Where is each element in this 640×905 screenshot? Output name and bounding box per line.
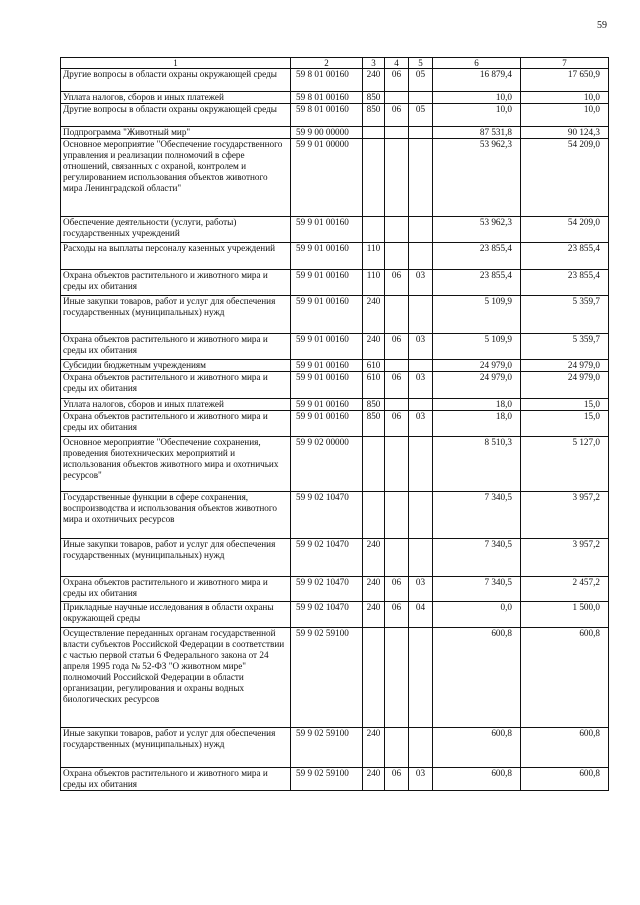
cell-code: 59 9 01 00160 bbox=[291, 334, 363, 360]
table-row bbox=[61, 492, 609, 539]
cell-code: 59 9 01 00160 bbox=[291, 217, 363, 243]
cell-vr bbox=[363, 217, 385, 243]
cell-year1: 16 879,4 bbox=[433, 69, 521, 92]
cell-pr bbox=[409, 728, 433, 768]
cell-vr: 240 bbox=[363, 602, 385, 628]
cell-rz: 06 bbox=[385, 577, 409, 602]
cell-vr bbox=[363, 139, 385, 217]
cell-year2: 15,0 bbox=[521, 399, 609, 411]
cell-name: Иные закупки товаров, работ и услуг для обеспечения государственных (муниципальных) нужд bbox=[61, 296, 291, 334]
cell-year2: 23 855,4 bbox=[521, 270, 609, 296]
cell-code: 59 8 01 00160 bbox=[291, 104, 363, 127]
cell-pr: 04 bbox=[409, 602, 433, 628]
cell-year2: 90 124,3 bbox=[521, 127, 609, 139]
table-row bbox=[61, 217, 609, 243]
cell-vr bbox=[363, 127, 385, 139]
cell-code: 59 9 02 00000 bbox=[291, 437, 363, 492]
cell-vr: 850 bbox=[363, 104, 385, 127]
cell-year2: 24 979,0 bbox=[521, 372, 609, 399]
cell-code: 59 9 02 59100 bbox=[291, 768, 363, 791]
cell-pr bbox=[409, 243, 433, 270]
cell-year2: 17 650,9 bbox=[521, 69, 609, 92]
cell-year1: 5 109,9 bbox=[433, 334, 521, 360]
cell-year2: 54 209,0 bbox=[521, 139, 609, 217]
cell-vr: 850 bbox=[363, 399, 385, 411]
cell-vr bbox=[363, 628, 385, 728]
cell-pr bbox=[409, 492, 433, 539]
cell-pr bbox=[409, 139, 433, 217]
cell-rz: 06 bbox=[385, 334, 409, 360]
cell-year2: 3 957,2 bbox=[521, 492, 609, 539]
cell-year1: 0,0 bbox=[433, 602, 521, 628]
cell-name: Обеспечение деятельности (услуги, работы) государственных учреждений bbox=[61, 217, 291, 243]
cell-year2: 3 957,2 bbox=[521, 539, 609, 577]
cell-rz: 06 bbox=[385, 602, 409, 628]
cell-rz bbox=[385, 217, 409, 243]
cell-rz bbox=[385, 127, 409, 139]
cell-year1: 600,8 bbox=[433, 728, 521, 768]
cell-year1: 23 855,4 bbox=[433, 270, 521, 296]
table-row bbox=[61, 127, 609, 139]
cell-year2: 600,8 bbox=[521, 628, 609, 728]
cell-pr: 03 bbox=[409, 411, 433, 437]
cell-vr: 240 bbox=[363, 577, 385, 602]
table-row bbox=[61, 296, 609, 334]
cell-rz bbox=[385, 92, 409, 104]
table-row bbox=[61, 628, 609, 728]
cell-vr: 110 bbox=[363, 243, 385, 270]
cell-code: 59 9 02 10470 bbox=[291, 492, 363, 539]
cell-year2: 54 209,0 bbox=[521, 217, 609, 243]
cell-pr bbox=[409, 628, 433, 728]
cell-pr bbox=[409, 217, 433, 243]
cell-name: Подпрограмма "Животный мир" bbox=[61, 127, 291, 139]
cell-year2: 600,8 bbox=[521, 728, 609, 768]
cell-rz bbox=[385, 399, 409, 411]
cell-rz: 06 bbox=[385, 69, 409, 92]
cell-name: Охрана объектов растительного и животного мира и среды их обитания bbox=[61, 768, 291, 791]
header-cell: 4 bbox=[385, 58, 409, 69]
table-header-row bbox=[61, 58, 609, 69]
cell-vr bbox=[363, 437, 385, 492]
cell-name: Субсидии бюджетным учреждениям bbox=[61, 360, 291, 372]
cell-rz: 06 bbox=[385, 104, 409, 127]
cell-rz bbox=[385, 728, 409, 768]
cell-year1: 600,8 bbox=[433, 768, 521, 791]
cell-name: Расходы на выплаты персоналу казенных учреждений bbox=[61, 243, 291, 270]
cell-rz: 06 bbox=[385, 270, 409, 296]
table-row bbox=[61, 334, 609, 360]
cell-code: 59 9 01 00000 bbox=[291, 139, 363, 217]
cell-name: Охрана объектов растительного и животного мира и среды их обитания bbox=[61, 411, 291, 437]
cell-year1: 7 340,5 bbox=[433, 492, 521, 539]
cell-year1: 7 340,5 bbox=[433, 539, 521, 577]
table-row bbox=[61, 139, 609, 217]
table-row bbox=[61, 399, 609, 411]
cell-year2: 10,0 bbox=[521, 92, 609, 104]
cell-year1: 87 531,8 bbox=[433, 127, 521, 139]
cell-vr: 240 bbox=[363, 728, 385, 768]
header-cell: 6 bbox=[433, 58, 521, 69]
cell-rz: 06 bbox=[385, 411, 409, 437]
table-row bbox=[61, 539, 609, 577]
cell-vr: 240 bbox=[363, 296, 385, 334]
cell-code: 59 9 01 00160 bbox=[291, 399, 363, 411]
cell-name: Уплата налогов, сборов и иных платежей bbox=[61, 92, 291, 104]
cell-year1: 23 855,4 bbox=[433, 243, 521, 270]
cell-code: 59 8 01 00160 bbox=[291, 69, 363, 92]
cell-code: 59 9 02 10470 bbox=[291, 577, 363, 602]
cell-vr: 240 bbox=[363, 768, 385, 791]
cell-code: 59 8 01 00160 bbox=[291, 92, 363, 104]
table-row bbox=[61, 577, 609, 602]
cell-rz bbox=[385, 492, 409, 539]
cell-vr: 240 bbox=[363, 69, 385, 92]
cell-pr: 03 bbox=[409, 372, 433, 399]
cell-pr bbox=[409, 127, 433, 139]
cell-rz bbox=[385, 539, 409, 577]
table-row bbox=[61, 243, 609, 270]
cell-year2: 23 855,4 bbox=[521, 243, 609, 270]
cell-year2: 600,8 bbox=[521, 768, 609, 791]
cell-year1: 10,0 bbox=[433, 92, 521, 104]
cell-code: 59 9 02 59100 bbox=[291, 628, 363, 728]
cell-pr: 03 bbox=[409, 334, 433, 360]
cell-vr: 850 bbox=[363, 411, 385, 437]
cell-year2: 10,0 bbox=[521, 104, 609, 127]
cell-vr: 610 bbox=[363, 372, 385, 399]
cell-code: 59 9 01 00160 bbox=[291, 296, 363, 334]
cell-year2: 5 359,7 bbox=[521, 296, 609, 334]
cell-year1: 18,0 bbox=[433, 411, 521, 437]
table-row bbox=[61, 92, 609, 104]
cell-pr: 03 bbox=[409, 577, 433, 602]
cell-name: Охрана объектов растительного и животного мира и среды их обитания bbox=[61, 334, 291, 360]
cell-code: 59 9 01 00160 bbox=[291, 360, 363, 372]
table-row bbox=[61, 437, 609, 492]
cell-rz: 06 bbox=[385, 372, 409, 399]
header-cell: 1 bbox=[61, 58, 291, 69]
cell-year1: 7 340,5 bbox=[433, 577, 521, 602]
cell-year2: 15,0 bbox=[521, 411, 609, 437]
cell-pr bbox=[409, 437, 433, 492]
cell-vr: 610 bbox=[363, 360, 385, 372]
cell-year1: 24 979,0 bbox=[433, 360, 521, 372]
budget-table bbox=[60, 57, 609, 791]
cell-year1: 18,0 bbox=[433, 399, 521, 411]
cell-name: Охрана объектов растительного и животного мира и среды их обитания bbox=[61, 577, 291, 602]
header-cell: 3 bbox=[363, 58, 385, 69]
cell-rz bbox=[385, 296, 409, 334]
cell-vr: 240 bbox=[363, 539, 385, 577]
table-row bbox=[61, 768, 609, 791]
cell-name: Осуществление переданных органам государственной власти субъектов Российской Федерации в соответствии с частью первой статьи 6 Федерального закона от 24 апреля 1995 года № 52-ФЗ "О животном мире" полномочий Российской Федерации в области организации, регулирования и охраны водных биологических ресурсов bbox=[61, 628, 291, 728]
cell-code: 59 9 00 00000 bbox=[291, 127, 363, 139]
cell-year2: 2 457,2 bbox=[521, 577, 609, 602]
cell-code: 59 9 02 10470 bbox=[291, 602, 363, 628]
table-row bbox=[61, 104, 609, 127]
cell-name: Иные закупки товаров, работ и услуг для обеспечения государственных (муниципальных) нужд bbox=[61, 728, 291, 768]
table-row bbox=[61, 69, 609, 92]
cell-year2: 24 979,0 bbox=[521, 360, 609, 372]
cell-name: Другие вопросы в области охраны окружающей среды bbox=[61, 69, 291, 92]
cell-code: 59 9 02 59100 bbox=[291, 728, 363, 768]
cell-pr bbox=[409, 399, 433, 411]
cell-vr: 850 bbox=[363, 92, 385, 104]
cell-year1: 10,0 bbox=[433, 104, 521, 127]
cell-name: Охрана объектов растительного и животного мира и среды их обитания bbox=[61, 372, 291, 399]
cell-pr: 05 bbox=[409, 69, 433, 92]
cell-pr: 05 bbox=[409, 104, 433, 127]
cell-name: Охрана объектов растительного и животного мира и среды их обитания bbox=[61, 270, 291, 296]
cell-code: 59 9 01 00160 bbox=[291, 411, 363, 437]
cell-rz: 06 bbox=[385, 768, 409, 791]
cell-code: 59 9 01 00160 bbox=[291, 270, 363, 296]
table-row bbox=[61, 602, 609, 628]
cell-code: 59 9 01 00160 bbox=[291, 243, 363, 270]
cell-pr bbox=[409, 92, 433, 104]
table-row bbox=[61, 372, 609, 399]
header-cell: 5 bbox=[409, 58, 433, 69]
table-row bbox=[61, 360, 609, 372]
cell-year1: 24 979,0 bbox=[433, 372, 521, 399]
cell-pr bbox=[409, 296, 433, 334]
table-row bbox=[61, 728, 609, 768]
cell-name: Уплата налогов, сборов и иных платежей bbox=[61, 399, 291, 411]
cell-year2: 1 500,0 bbox=[521, 602, 609, 628]
header-cell: 2 bbox=[291, 58, 363, 69]
cell-year2: 5 127,0 bbox=[521, 437, 609, 492]
cell-pr bbox=[409, 360, 433, 372]
cell-name: Основное мероприятие "Обеспечение сохранения, проведения биотехнических мероприятий и использования объектов животного мира и охотничьих ресурсов" bbox=[61, 437, 291, 492]
cell-name: Другие вопросы в области охраны окружающей среды bbox=[61, 104, 291, 127]
cell-name: Основное мероприятие "Обеспечение государственного управления и реализации полномочий в сфере отношений, связанных с охраной, контролем и регулированием использования объектов животного мира Ленинградской области" bbox=[61, 139, 291, 217]
page-number: 59 bbox=[597, 20, 607, 31]
cell-code: 59 9 02 10470 bbox=[291, 539, 363, 577]
cell-code: 59 9 01 00160 bbox=[291, 372, 363, 399]
cell-vr: 240 bbox=[363, 334, 385, 360]
cell-vr: 110 bbox=[363, 270, 385, 296]
cell-year1: 600,8 bbox=[433, 628, 521, 728]
cell-year1: 53 962,3 bbox=[433, 217, 521, 243]
cell-pr: 03 bbox=[409, 768, 433, 791]
cell-rz bbox=[385, 243, 409, 270]
cell-year1: 8 510,3 bbox=[433, 437, 521, 492]
table-row bbox=[61, 411, 609, 437]
cell-rz bbox=[385, 437, 409, 492]
cell-pr: 03 bbox=[409, 270, 433, 296]
cell-year1: 53 962,3 bbox=[433, 139, 521, 217]
cell-rz bbox=[385, 360, 409, 372]
table-row bbox=[61, 270, 609, 296]
cell-name: Государственные функции в сфере сохранения, воспроизводства и использования объектов животного мира и охотничьих ресурсов bbox=[61, 492, 291, 539]
cell-rz bbox=[385, 139, 409, 217]
header-cell: 7 bbox=[521, 58, 609, 69]
cell-name: Прикладные научные исследования в области охраны окружающей среды bbox=[61, 602, 291, 628]
cell-name: Иные закупки товаров, работ и услуг для обеспечения государственных (муниципальных) нужд bbox=[61, 539, 291, 577]
cell-year2: 5 359,7 bbox=[521, 334, 609, 360]
cell-year1: 5 109,9 bbox=[433, 296, 521, 334]
cell-vr bbox=[363, 492, 385, 539]
cell-rz bbox=[385, 628, 409, 728]
cell-pr bbox=[409, 539, 433, 577]
